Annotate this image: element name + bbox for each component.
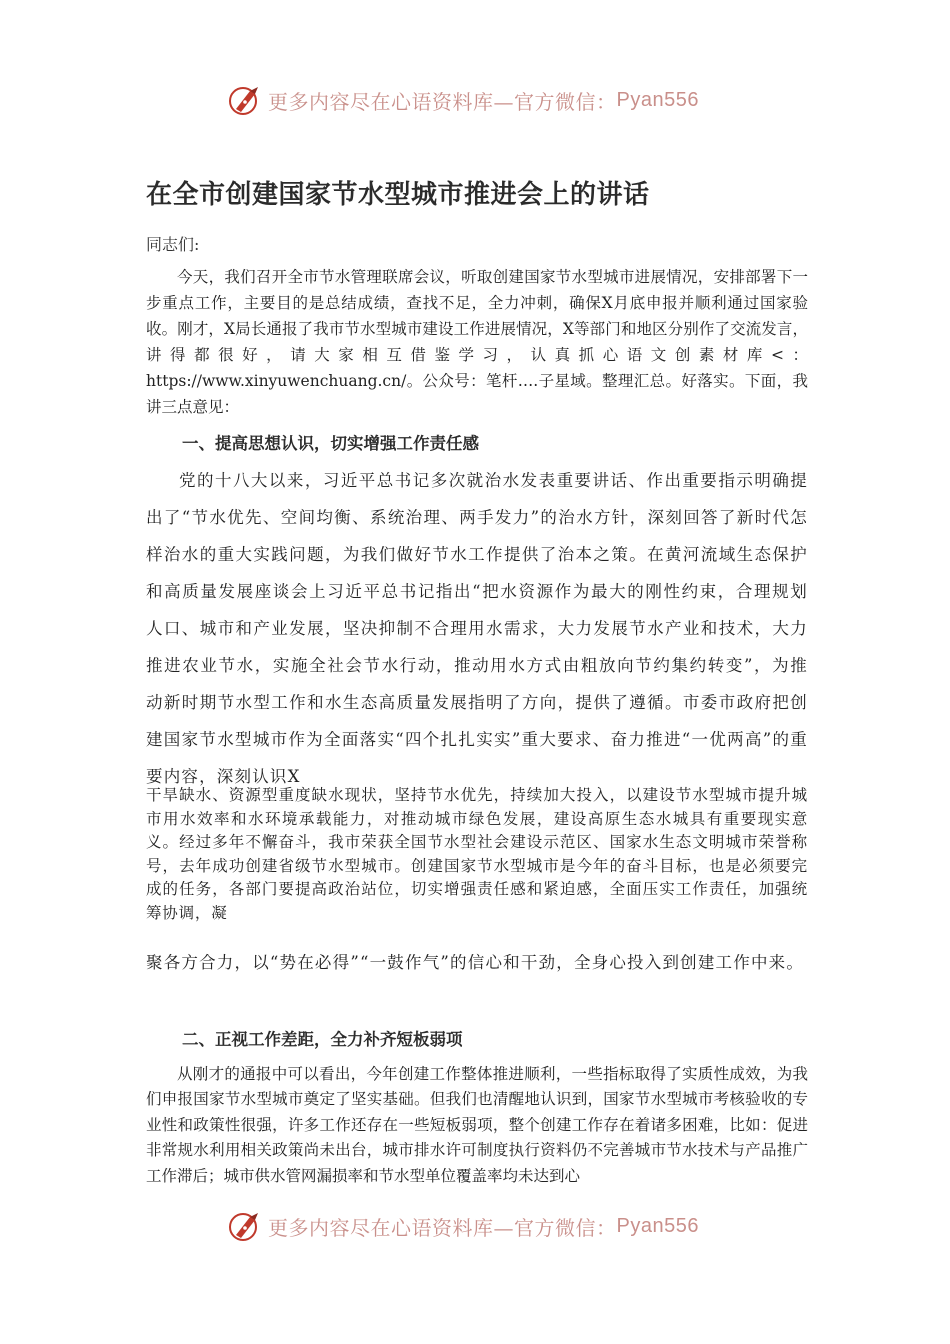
footer-banner-text: 更多内容尽在心语资料库—官方微信： bbox=[268, 1215, 617, 1240]
paragraph-section1-part3: 聚各方合力，以“势在必得”“一鼓作气”的信心和干劲，全身心投入到创建工作中来。 bbox=[146, 953, 805, 972]
header-banner bbox=[228, 80, 728, 120]
paragraph-section1-part2: 干旱缺水、资源型重度缺水现状，坚持节水优先，持续加大投入，以建设节水型城市提升城市用水效率和水环境承载能力，对推动城市绿色发展，建设高原生态水城具有重要现实意义。经过多年不懈奋斗，我市荣获全国节水型社会建设示范区、国家水生态文明城市荣誉称号，去年成功创建省级节水型城市。创建国家节水型城市是今年的奋斗目标，也是必须要完成的任务，各部门要提高政治站位，切实增强责任感和紧迫感，全面压实工作责任，加强统筹协调，凝 bbox=[146, 786, 808, 922]
section-heading-1: 一、提高思想认识，切实增强工作责任感 bbox=[182, 434, 479, 453]
pen-nib-logo-icon bbox=[228, 83, 262, 117]
paragraph-section1-part1: 党的十八大以来，习近平总书记多次就治水发表重要讲话、作出重要指示明确提出了“节水优先、空间均衡、系统治理、两手发力”的治水方针，深刻回答了新时代怎样治水的重大实践问题，为我们做好节水工作提供了治本之策。在黄河流域生态保护和高质量发展座谈会上习近平总书记指出“把水资源作为最大的刚性约束，合理规划人口、城市和产业发展，坚决抑制不合理用水需求，大力发展节水产业和技术，大力推进农业节水，实施全社会节水行动，推动用水方式由粗放向节约集约转变”，为推动新时期节水型工作和水生态高质量发展指明了方向，提供了遵循。市委市政府把创建国家节水型城市作为全面落实“四个扎扎实实”重大要求、奋力推进“一优两高”的重要内容，深刻认识X bbox=[146, 471, 808, 786]
banner-wechat-id: Pyan556 bbox=[616, 88, 699, 111]
paragraph-section2: 从刚才的通报中可以看出，今年创建工作整体推进顺利，一些指标取得了实质性成效，为我们申报国家节水型城市奠定了坚实基础。但我们也清醒地认识到，国家节水型城市考核验收的专业性和政策性很强，许多工作还存在一些短板弱项，整个创建工作存在着诸多困难，比如：促进非常规水利用相关政策尚未出台，城市排水许可制度执行资料仍不完善城市节水技术与产品推广工作滞后；城市供水管网漏损率和节水型单位覆盖率均未达到心 bbox=[146, 1065, 808, 1185]
section-heading-2: 二、正视工作差距，全力补齐短板弱项 bbox=[182, 1030, 463, 1049]
document-title: 在全市创建国家节水型城市推进会上的讲话 bbox=[146, 180, 650, 210]
pen-nib-logo-icon bbox=[228, 1209, 262, 1243]
paragraph-intro: 今天，我们召开全市节水管理联席会议，听取创建国家节水型城市进展情况，安排部署下一步重点工作，主要目的是总结成绩，查找不足，全力冲刺，确保X月底申报并顺利通过国家验收。刚才，X局长通报了我市节水型城市建设工作进展情况，X等部门和地区分别作了交流发言，讲得都很好，请大家相互借鉴学习，认真抓心语文创素材库<：https://www.xinyuwenchuang.cn/。公众号：笔杆….子星域。整理汇总。好落实。下面，我讲三点意见： bbox=[146, 268, 808, 416]
banner-text: 更多内容尽在心语资料库—官方微信： bbox=[268, 89, 617, 114]
footer-banner-wechat-id: Pyan556 bbox=[616, 1214, 699, 1237]
footer-banner bbox=[228, 1206, 728, 1246]
salutation: 同志们: bbox=[146, 235, 200, 254]
